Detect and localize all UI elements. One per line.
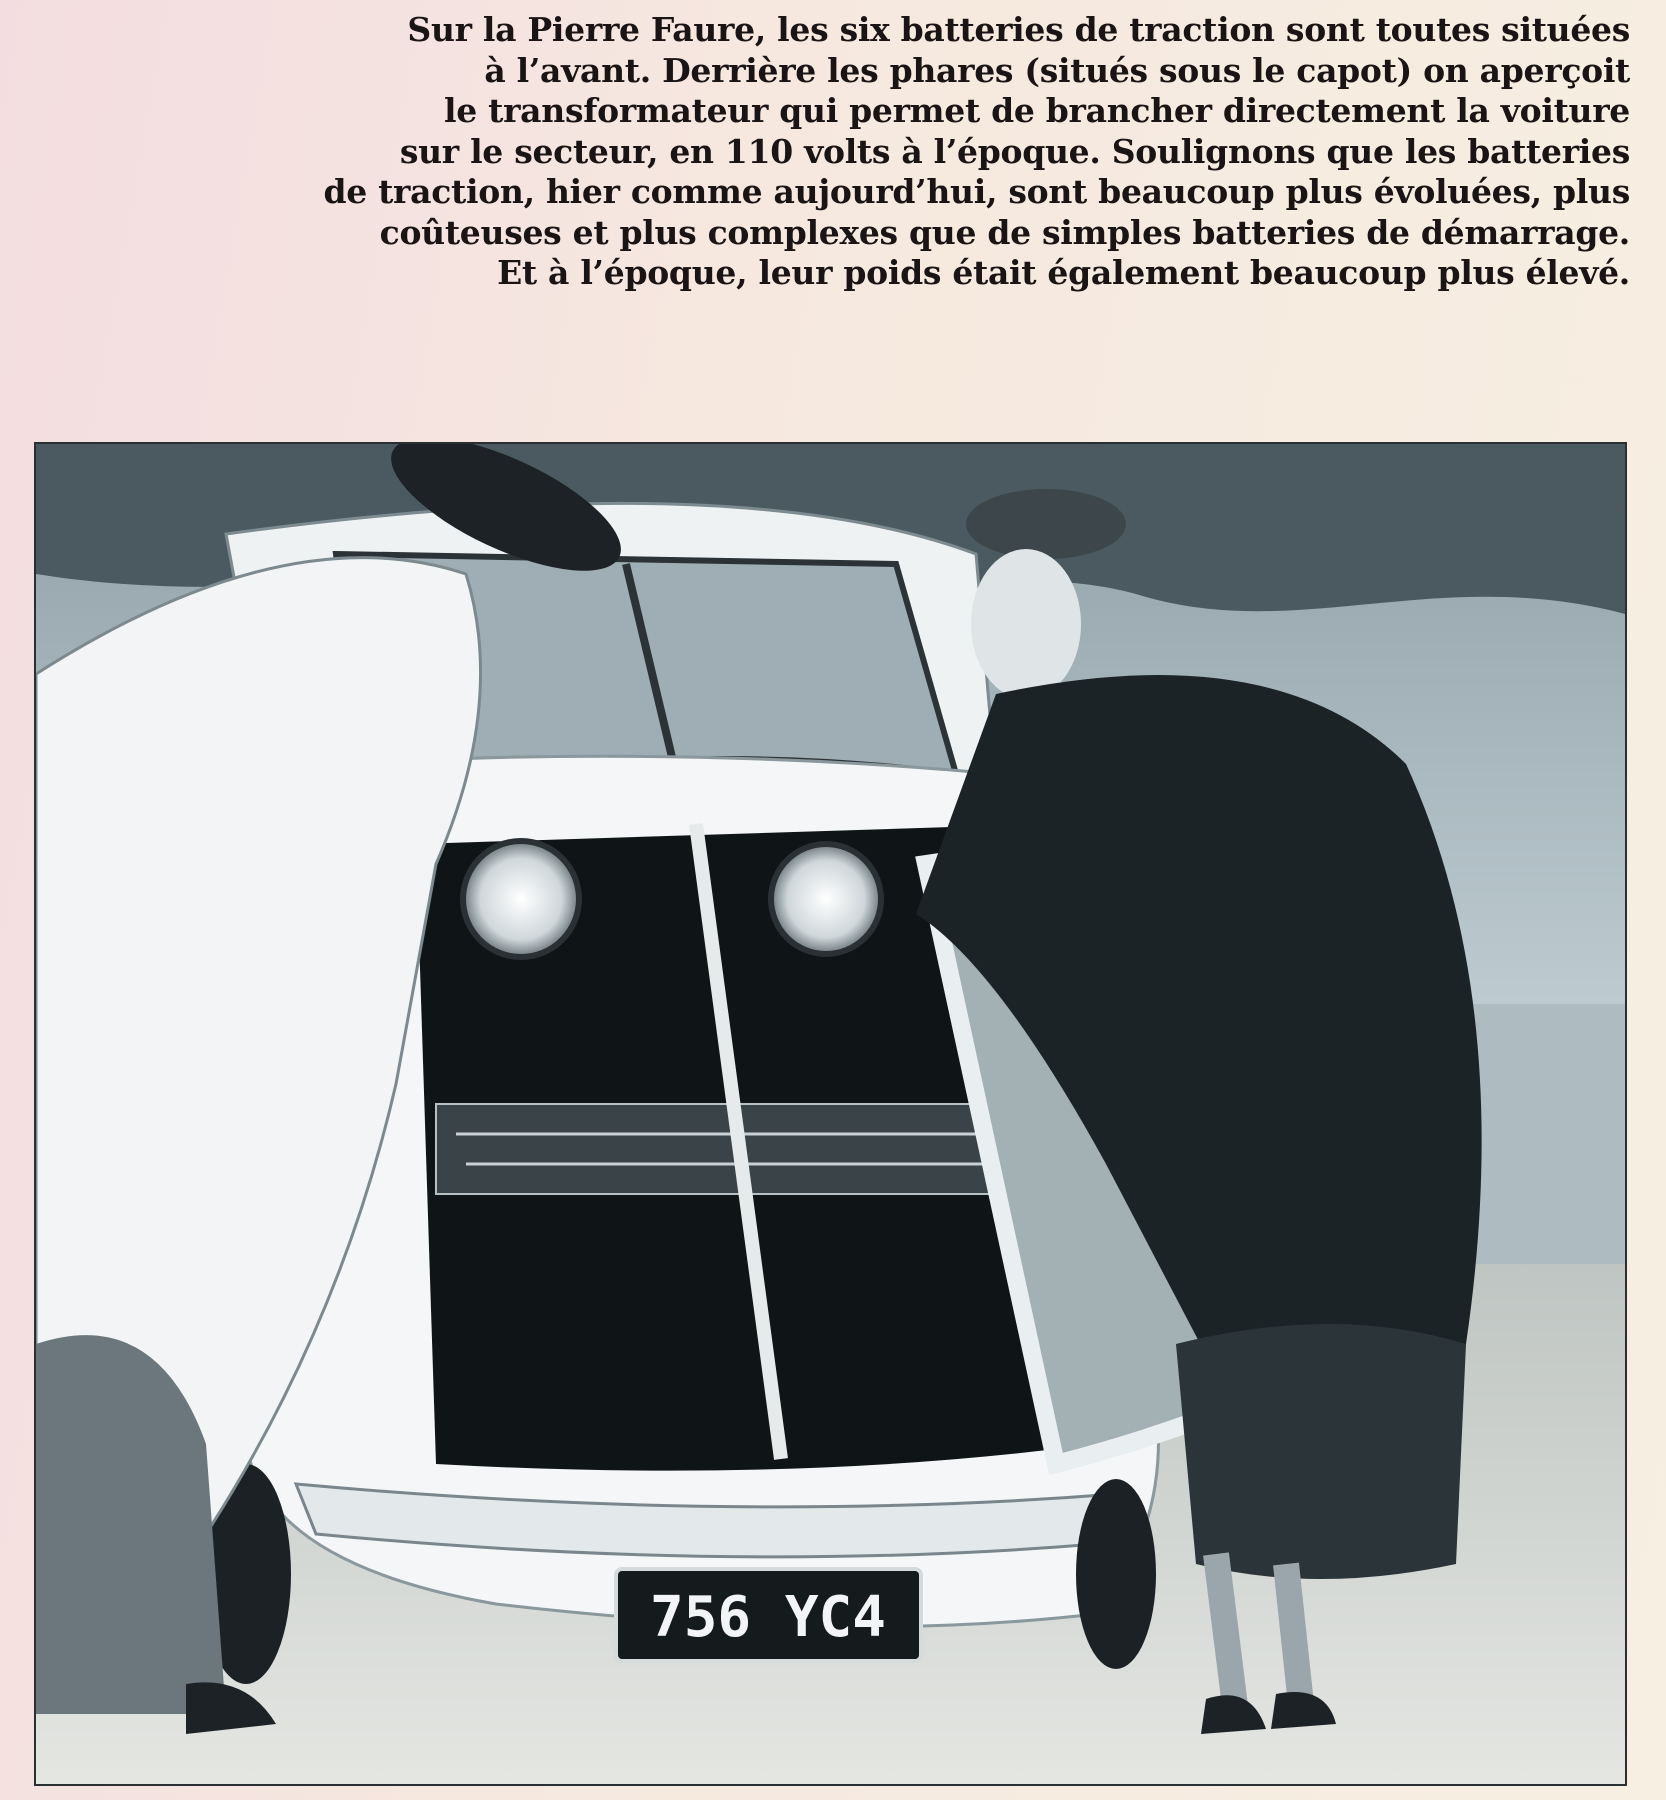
car-photo-illustration <box>36 444 1625 1784</box>
caption-line: Et à l’époque, leur poids était également beaucoup plus élevé. <box>497 253 1630 292</box>
left-headlamp <box>463 841 579 957</box>
right-wheel <box>1076 1479 1156 1669</box>
photo-caption <box>40 10 1630 294</box>
car-photo <box>34 442 1627 1786</box>
caption-line: Sur la Pierre Faure, les six batteries de traction sont toutes situées <box>407 10 1630 49</box>
right-woman-skirt <box>1176 1324 1466 1579</box>
right-woman-face <box>971 549 1081 699</box>
caption-line: à l’avant. Derrière les phares (situés sous le capot) on aperçoit <box>484 50 1630 90</box>
right-headlamp <box>771 844 881 954</box>
caption-line: de traction, hier comme aujourd’hui, sont beaucoup plus évoluées, plus <box>323 172 1630 211</box>
right-woman-hat <box>966 489 1126 559</box>
caption-line: coûteuses et plus complexes que de simples batteries de démarrage. <box>379 212 1630 252</box>
caption-line: sur le secteur, en 110 volts à l’époque. Soulignons que les batteries <box>399 131 1630 171</box>
caption-line: le transformateur qui permet de brancher directement la voiture <box>444 91 1630 130</box>
license-plate-text: 756 YC4 <box>649 1585 887 1650</box>
